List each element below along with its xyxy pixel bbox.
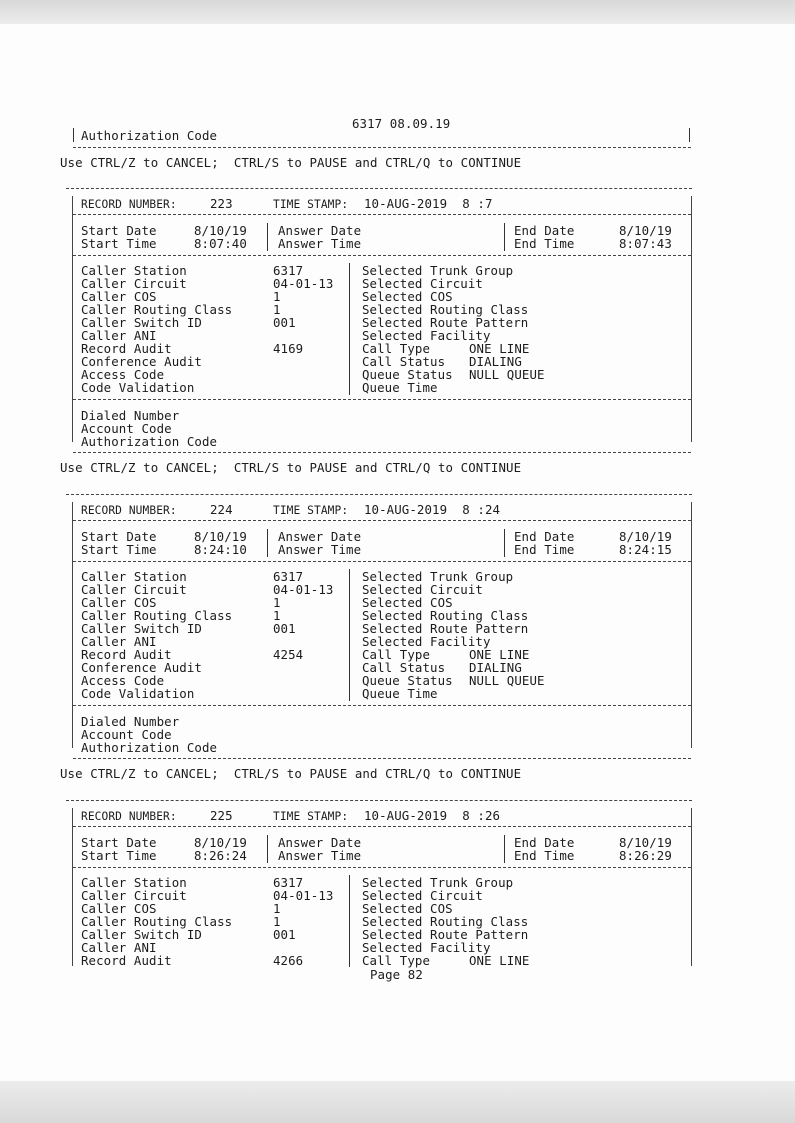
caller-routing-class-label: Caller Routing Class: [81, 914, 233, 929]
call-status: DIALING: [469, 660, 522, 675]
start-date-label: Start Date: [81, 223, 157, 238]
caller-station-label: Caller Station: [81, 263, 187, 278]
selected-route-pattern-label: Selected Route Pattern: [362, 621, 529, 636]
time-stamp: 10-AUG-2019 8 :24: [364, 502, 501, 517]
time-stamp: 10-AUG-2019 8 :26: [364, 808, 501, 823]
call-status-label: Call Status: [362, 354, 446, 369]
start-time: 8:07:40: [194, 236, 247, 251]
call-type: ONE LINE: [469, 341, 530, 356]
selected-route-pattern-label: Selected Route Pattern: [362, 315, 529, 330]
end-time-label: End Time: [514, 848, 575, 863]
start-date-label: Start Date: [81, 835, 157, 850]
caller-ani-label: Caller ANI: [81, 940, 157, 955]
dashed-divider: [73, 758, 691, 759]
caller-switch-id-label: Caller Switch ID: [81, 927, 202, 942]
conference-audit-label: Conference Audit: [81, 660, 202, 675]
col-bar: [267, 529, 268, 557]
dashed-divider: [73, 147, 691, 148]
dialed-number-label: Dialed Number: [81, 408, 180, 423]
queue-status: NULL QUEUE: [469, 367, 545, 382]
answer-time-label: Answer Time: [278, 236, 362, 251]
record-audit-label: Record Audit: [81, 953, 172, 968]
page-number: Page 82: [370, 967, 423, 982]
col-bar: [267, 223, 268, 251]
selected-circuit-label: Selected Circuit: [362, 582, 483, 597]
dashed-divider: [73, 399, 691, 400]
dashed-divider: [73, 255, 691, 256]
caller-circuit: 04-01-13: [273, 888, 334, 903]
end-time: 8:26:29: [619, 848, 672, 863]
col-bar: [349, 875, 350, 967]
caller-circuit-label: Caller Circuit: [81, 888, 187, 903]
authorization-code-label: Authorization Code: [81, 740, 218, 755]
authorization-code-label: Authorization Code: [81, 128, 218, 143]
col-bar: [349, 569, 350, 701]
record-number-label: RECORD NUMBER:: [81, 810, 177, 823]
dashed-divider: [73, 520, 691, 521]
record-number: 225: [210, 808, 233, 823]
selected-trunk-group-label: Selected Trunk Group: [362, 569, 514, 584]
conference-audit-label: Conference Audit: [81, 354, 202, 369]
end-time: 8:07:43: [619, 236, 672, 251]
dashed-divider: [73, 826, 691, 827]
dashed-divider: [73, 214, 691, 215]
col-bar: [349, 263, 350, 395]
caller-cos-label: Caller COS: [81, 901, 157, 916]
cancel-notice: Use CTRL/Z to CANCEL; CTRL/S to PAUSE and CTRL/Q to CONTINUE: [60, 766, 522, 781]
start-date: 8/10/19: [194, 223, 247, 238]
answer-time-label: Answer Time: [278, 848, 362, 863]
call-status: DIALING: [469, 354, 522, 369]
answer-date-label: Answer Date: [278, 223, 362, 238]
caller-switch-id-label: Caller Switch ID: [81, 315, 202, 330]
dashed-divider: [66, 800, 692, 801]
selected-cos-label: Selected COS: [362, 595, 453, 610]
access-code-label: Access Code: [81, 367, 165, 382]
row-bar: [73, 128, 74, 142]
end-date-label: End Date: [514, 529, 575, 544]
start-time: 8:26:24: [194, 848, 247, 863]
start-time-label: Start Time: [81, 848, 157, 863]
caller-station-label: Caller Station: [81, 875, 187, 890]
call-type: ONE LINE: [469, 953, 530, 968]
start-time-label: Start Time: [81, 542, 157, 557]
record-audit: 4169: [273, 341, 304, 356]
selected-cos-label: Selected COS: [362, 901, 453, 916]
record-audit: 4266: [273, 953, 304, 968]
end-date-label: End Date: [514, 835, 575, 850]
selected-facility-label: Selected Facility: [362, 634, 491, 649]
record-number: 224: [210, 502, 233, 517]
start-time: 8:24:10: [194, 542, 247, 557]
end-time-label: End Time: [514, 542, 575, 557]
dashed-divider: [73, 561, 691, 562]
selected-routing-class-label: Selected Routing Class: [362, 914, 529, 929]
caller-routing-class: 1: [273, 608, 281, 623]
caller-routing-class: 1: [273, 914, 281, 929]
col-bar: [504, 223, 505, 251]
account-code-label: Account Code: [81, 727, 172, 742]
queue-time-label: Queue Time: [362, 380, 438, 395]
record-audit-label: Record Audit: [81, 341, 172, 356]
frame-right: [691, 502, 692, 748]
call-status-label: Call Status: [362, 660, 446, 675]
record-audit-label: Record Audit: [81, 647, 172, 662]
document-id: 6317 08.09.19: [352, 116, 451, 131]
answer-date-label: Answer Date: [278, 835, 362, 850]
caller-cos: 1: [273, 289, 281, 304]
selected-facility-label: Selected Facility: [362, 328, 491, 343]
caller-circuit: 04-01-13: [273, 582, 334, 597]
caller-cos-label: Caller COS: [81, 289, 157, 304]
caller-switch-id: 001: [273, 315, 296, 330]
time-stamp-label: TIME STAMP:: [273, 504, 349, 517]
selected-routing-class-label: Selected Routing Class: [362, 302, 529, 317]
answer-time-label: Answer Time: [278, 542, 362, 557]
call-type-label: Call Type: [362, 341, 431, 356]
dashed-divider: [73, 705, 691, 706]
dialed-number-label: Dialed Number: [81, 714, 180, 729]
start-time-label: Start Time: [81, 236, 157, 251]
selected-routing-class-label: Selected Routing Class: [362, 608, 529, 623]
caller-station: 6317: [273, 569, 304, 584]
queue-status-label: Queue Status: [362, 367, 453, 382]
queue-time-label: Queue Time: [362, 686, 438, 701]
record-number-label: RECORD NUMBER:: [81, 504, 177, 517]
end-date-label: End Date: [514, 223, 575, 238]
call-type-label: Call Type: [362, 953, 431, 968]
caller-routing-class-label: Caller Routing Class: [81, 608, 233, 623]
end-time-label: End Time: [514, 236, 575, 251]
frame-right: [691, 808, 692, 966]
start-date: 8/10/19: [194, 835, 247, 850]
col-bar: [267, 835, 268, 863]
end-date: 8/10/19: [619, 529, 672, 544]
access-code-label: Access Code: [81, 673, 165, 688]
end-time: 8:24:15: [619, 542, 672, 557]
record-number: 223: [210, 196, 233, 211]
cancel-notice: Use CTRL/Z to CANCEL; CTRL/S to PAUSE and CTRL/Q to CONTINUE: [60, 460, 522, 475]
caller-ani-label: Caller ANI: [81, 328, 157, 343]
caller-routing-class-label: Caller Routing Class: [81, 302, 233, 317]
frame-left: [72, 808, 73, 966]
end-date: 8/10/19: [619, 835, 672, 850]
start-date-label: Start Date: [81, 529, 157, 544]
record-number-label: RECORD NUMBER:: [81, 198, 177, 211]
dashed-divider: [66, 188, 692, 189]
caller-cos: 1: [273, 595, 281, 610]
answer-date-label: Answer Date: [278, 529, 362, 544]
caller-switch-id-label: Caller Switch ID: [81, 621, 202, 636]
caller-circuit: 04-01-13: [273, 276, 334, 291]
caller-station: 6317: [273, 875, 304, 890]
dashed-divider: [73, 452, 691, 453]
start-date: 8/10/19: [194, 529, 247, 544]
col-bar: [504, 529, 505, 557]
selected-facility-label: Selected Facility: [362, 940, 491, 955]
selected-circuit-label: Selected Circuit: [362, 276, 483, 291]
queue-status-label: Queue Status: [362, 673, 453, 688]
caller-circuit-label: Caller Circuit: [81, 276, 187, 291]
call-type-label: Call Type: [362, 647, 431, 662]
time-stamp-label: TIME STAMP:: [273, 810, 349, 823]
record-audit: 4254: [273, 647, 304, 662]
caller-station: 6317: [273, 263, 304, 278]
queue-status: NULL QUEUE: [469, 673, 545, 688]
caller-circuit-label: Caller Circuit: [81, 582, 187, 597]
selected-cos-label: Selected COS: [362, 289, 453, 304]
frame-left: [72, 502, 73, 748]
caller-station-label: Caller Station: [81, 569, 187, 584]
row-bar: [689, 128, 690, 142]
caller-cos-label: Caller COS: [81, 595, 157, 610]
selected-trunk-group-label: Selected Trunk Group: [362, 875, 514, 890]
code-validation-label: Code Validation: [81, 686, 195, 701]
account-code-label: Account Code: [81, 421, 172, 436]
end-date: 8/10/19: [619, 223, 672, 238]
cancel-notice: Use CTRL/Z to CANCEL; CTRL/S to PAUSE and CTRL/Q to CONTINUE: [60, 155, 522, 170]
code-validation-label: Code Validation: [81, 380, 195, 395]
selected-trunk-group-label: Selected Trunk Group: [362, 263, 514, 278]
authorization-code-label: Authorization Code: [81, 434, 218, 449]
frame-left: [72, 196, 73, 442]
caller-switch-id: 001: [273, 621, 296, 636]
selected-circuit-label: Selected Circuit: [362, 888, 483, 903]
caller-routing-class: 1: [273, 302, 281, 317]
dashed-divider: [66, 494, 692, 495]
time-stamp-label: TIME STAMP:: [273, 198, 349, 211]
call-type: ONE LINE: [469, 647, 530, 662]
col-bar: [504, 835, 505, 863]
selected-route-pattern-label: Selected Route Pattern: [362, 927, 529, 942]
caller-cos: 1: [273, 901, 281, 916]
caller-switch-id: 001: [273, 927, 296, 942]
dashed-divider: [73, 867, 691, 868]
time-stamp: 10-AUG-2019 8 :7: [364, 196, 493, 211]
caller-ani-label: Caller ANI: [81, 634, 157, 649]
frame-right: [691, 196, 692, 442]
